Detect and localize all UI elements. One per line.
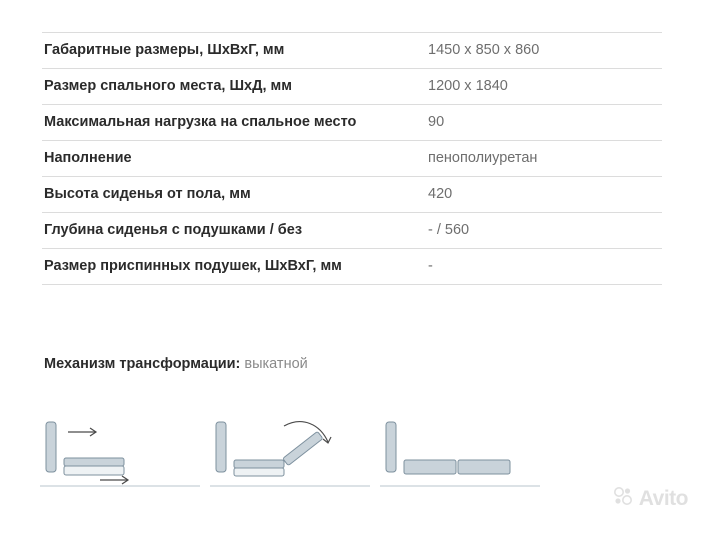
sofa-step-2-icon	[210, 410, 370, 510]
table-row	[42, 249, 662, 285]
spec-label: Глубина сиденья с подушками / без	[42, 213, 426, 249]
spec-label: Размер приспинных подушек, ШхВхГ, мм	[42, 249, 426, 285]
table-row	[42, 141, 662, 177]
table-row	[42, 69, 662, 105]
avito-watermark	[612, 485, 688, 512]
spec-label: Наполнение	[42, 141, 426, 177]
table-row	[42, 213, 662, 249]
avito-watermark-text: Avito	[638, 486, 688, 510]
spec-value: 1200 x 1840	[426, 69, 662, 105]
sofa-step-1-icon	[40, 410, 200, 510]
spec-value: 420	[426, 177, 662, 213]
spec-value: пенополиуретан	[426, 141, 662, 177]
table-row	[42, 177, 662, 213]
spec-label: Высота сиденья от пола, мм	[42, 177, 426, 213]
spec-label: Габаритные размеры, ШхВхГ, мм	[42, 33, 426, 69]
sofa-step-3-icon	[380, 410, 540, 510]
spec-value: 1450 x 850 x 860	[426, 33, 662, 69]
spec-label: Максимальная нагрузка на спальное место	[42, 105, 426, 141]
spec-label: Размер спального места, ШхД, мм	[42, 69, 426, 105]
spec-value: - / 560	[426, 213, 662, 249]
transformation-diagrams	[40, 410, 660, 505]
mechanism-line	[44, 356, 308, 372]
mechanism-label: Механизм трансформации:	[44, 356, 241, 372]
table-row	[42, 33, 662, 69]
mechanism-value: выкатной	[244, 356, 308, 372]
spec-value: 90	[426, 105, 662, 141]
spec-value: -	[426, 249, 662, 285]
specifications-table	[42, 32, 662, 285]
table-row	[42, 105, 662, 141]
avito-logo-icon	[612, 485, 634, 512]
